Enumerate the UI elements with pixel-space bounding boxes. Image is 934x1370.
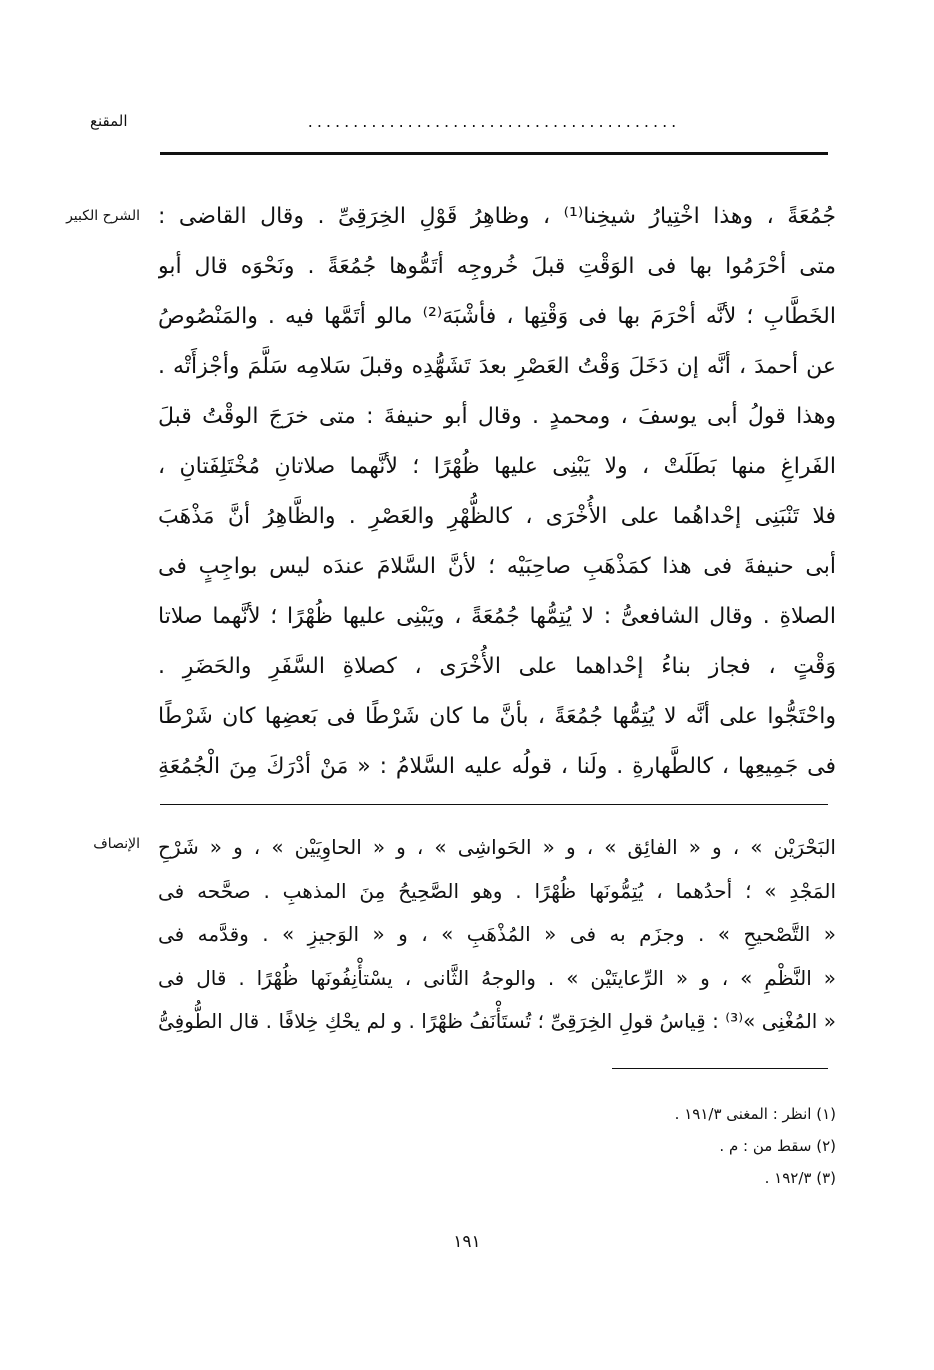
page-number: ١٩١ (453, 1232, 481, 1252)
footnote-rule (612, 1068, 828, 1069)
text-line: أبى حنيفةَ فى هذا كمَذْهَبِ صاحِبَيْه ؛ لأنَّ السَّلامَ عندَه ليس بواجِبٍ فى (158, 554, 836, 579)
running-title: المقنع (90, 112, 128, 130)
section-divider (160, 804, 828, 805)
text-line: جُمُعَةً ، وهذا اخْتِيارُ شيخِنا⁽¹⁾ ، وظاهِرُ قَوْلِ الخِرَقِىِّ . وقال القاضى : (158, 204, 836, 229)
sharh-kabir-text (158, 192, 836, 792)
text-line: فلا تَنْبَنِى إحْداهُما على الأُخْرَى ، كالظُّهْرِ والعَصْرِ . والظَّاهِرُ أنَّ مَذْهَبَ (158, 504, 836, 529)
text-line: « النَّظْمِ » ، و « الرِّعايتَيْن » . والوجهُ الثَّانى ، يسْتأْنِفُونَها ظُهْرًا . قال فى (158, 965, 836, 990)
text-line: الخَطَّابِ ؛ لأنَّه أحْرَمَ بها فى وَقْتِها ، فأشْبَهَ⁽²⁾ مالو أتَمَّها فيه . والمَنْصُوصُ (158, 304, 836, 329)
text-line: « التَّصْحيحِ » . وجزَم به فى « المُذْهَبِ » ، و « الوَجيزِ » . وقدَّمه فى (158, 922, 836, 946)
side-label-insaf: الإنصاف (93, 836, 140, 852)
footnote: (١) انظر : المغنى ١٩١/٣ . (674, 1105, 836, 1123)
text-line: واحْتَجُّوا على أنَّه لا يُتِمُّها جُمُعَةً ، بأنَّ ما كان شَرْطًا فى بَعضِها كان شَرْطًا (158, 704, 836, 729)
text-line: عن أحمدَ ، أنَّه إن دَخَلَ وَقْتُ العَصْرِ بعدَ تَشَهُّدِه وقبلَ سَلامِه سَلَّمَ وأجْزأَتْه . (158, 354, 836, 379)
text-line: المَجْدِ » ؛ أحدُهما ، يُتِمُّونَها ظُهْرًا . وهو الصَّحِيحُ مِنَ المذهبِ . صحَّحه فى (158, 878, 836, 903)
header-rule (160, 152, 828, 155)
leader-dots: ......................................... (307, 112, 681, 131)
text-line: « المُغْنِى »⁽³⁾ : قِياسُ قولِ الخِرَقِىِّ ؛ تُستَأْنَفُ ظهْرًا . و لم يحْكِ خِلافًا . قال الطُّوفِىُّ (158, 1009, 836, 1033)
footnotes (416, 1098, 836, 1194)
text-line: متى أحْرَمُوا بها فى الوَقْتِ قبلَ خُروجِه أتَمُّوها جُمُعَةً . ونَحْوَه قال أبو (158, 254, 836, 279)
insaf-text (158, 826, 836, 1044)
text-line: الصلاةِ . وقال الشافعىُّ : لا يُتِمُّها جُمُعَةً ، ويَبْنِى عليها ظُهْرًا ؛ لأنَّهما صلاتا (158, 604, 836, 629)
text-line: فى جَمِيعِها ، كالطَّهارةِ . ولَنا ، قولُه عليه السَّلامُ : « مَنْ أدْرَكَ مِنَ الْجُمُعَةِ (158, 754, 836, 779)
text-line: البَحْرَيْن » ، و « الفائِق » ، و « الحَواشِى » ، و « الحاوِيَيْن » ، و « شَرْحِ (158, 835, 836, 859)
text-line: الفَراغِ منها بَطَلَتْ ، ولا يَبْنِى عليها ظُهْرًا ؛ لأنَّهما صلاتانِ مُخْتَلِفَتانِ ، (158, 454, 836, 479)
footnote: (٢) سقط من : م . (719, 1137, 836, 1155)
footnote: (٣) ١٩٢/٣ . (764, 1169, 836, 1187)
text-line: وَقْتٍ ، فجاز بناءُ إحْداهما على الأُخْرَى ، كصلاةِ السَّفَرِ والحَضَرِ . (158, 654, 836, 679)
side-label-sharh-kabir: الشرح الكبير (66, 208, 140, 224)
text-line: وهذا قولُ أبى يوسفَ ، ومحمدٍ . وقال أبو حنيفةَ : متى خرَجَ الوقْتُ قبلَ (158, 404, 836, 429)
